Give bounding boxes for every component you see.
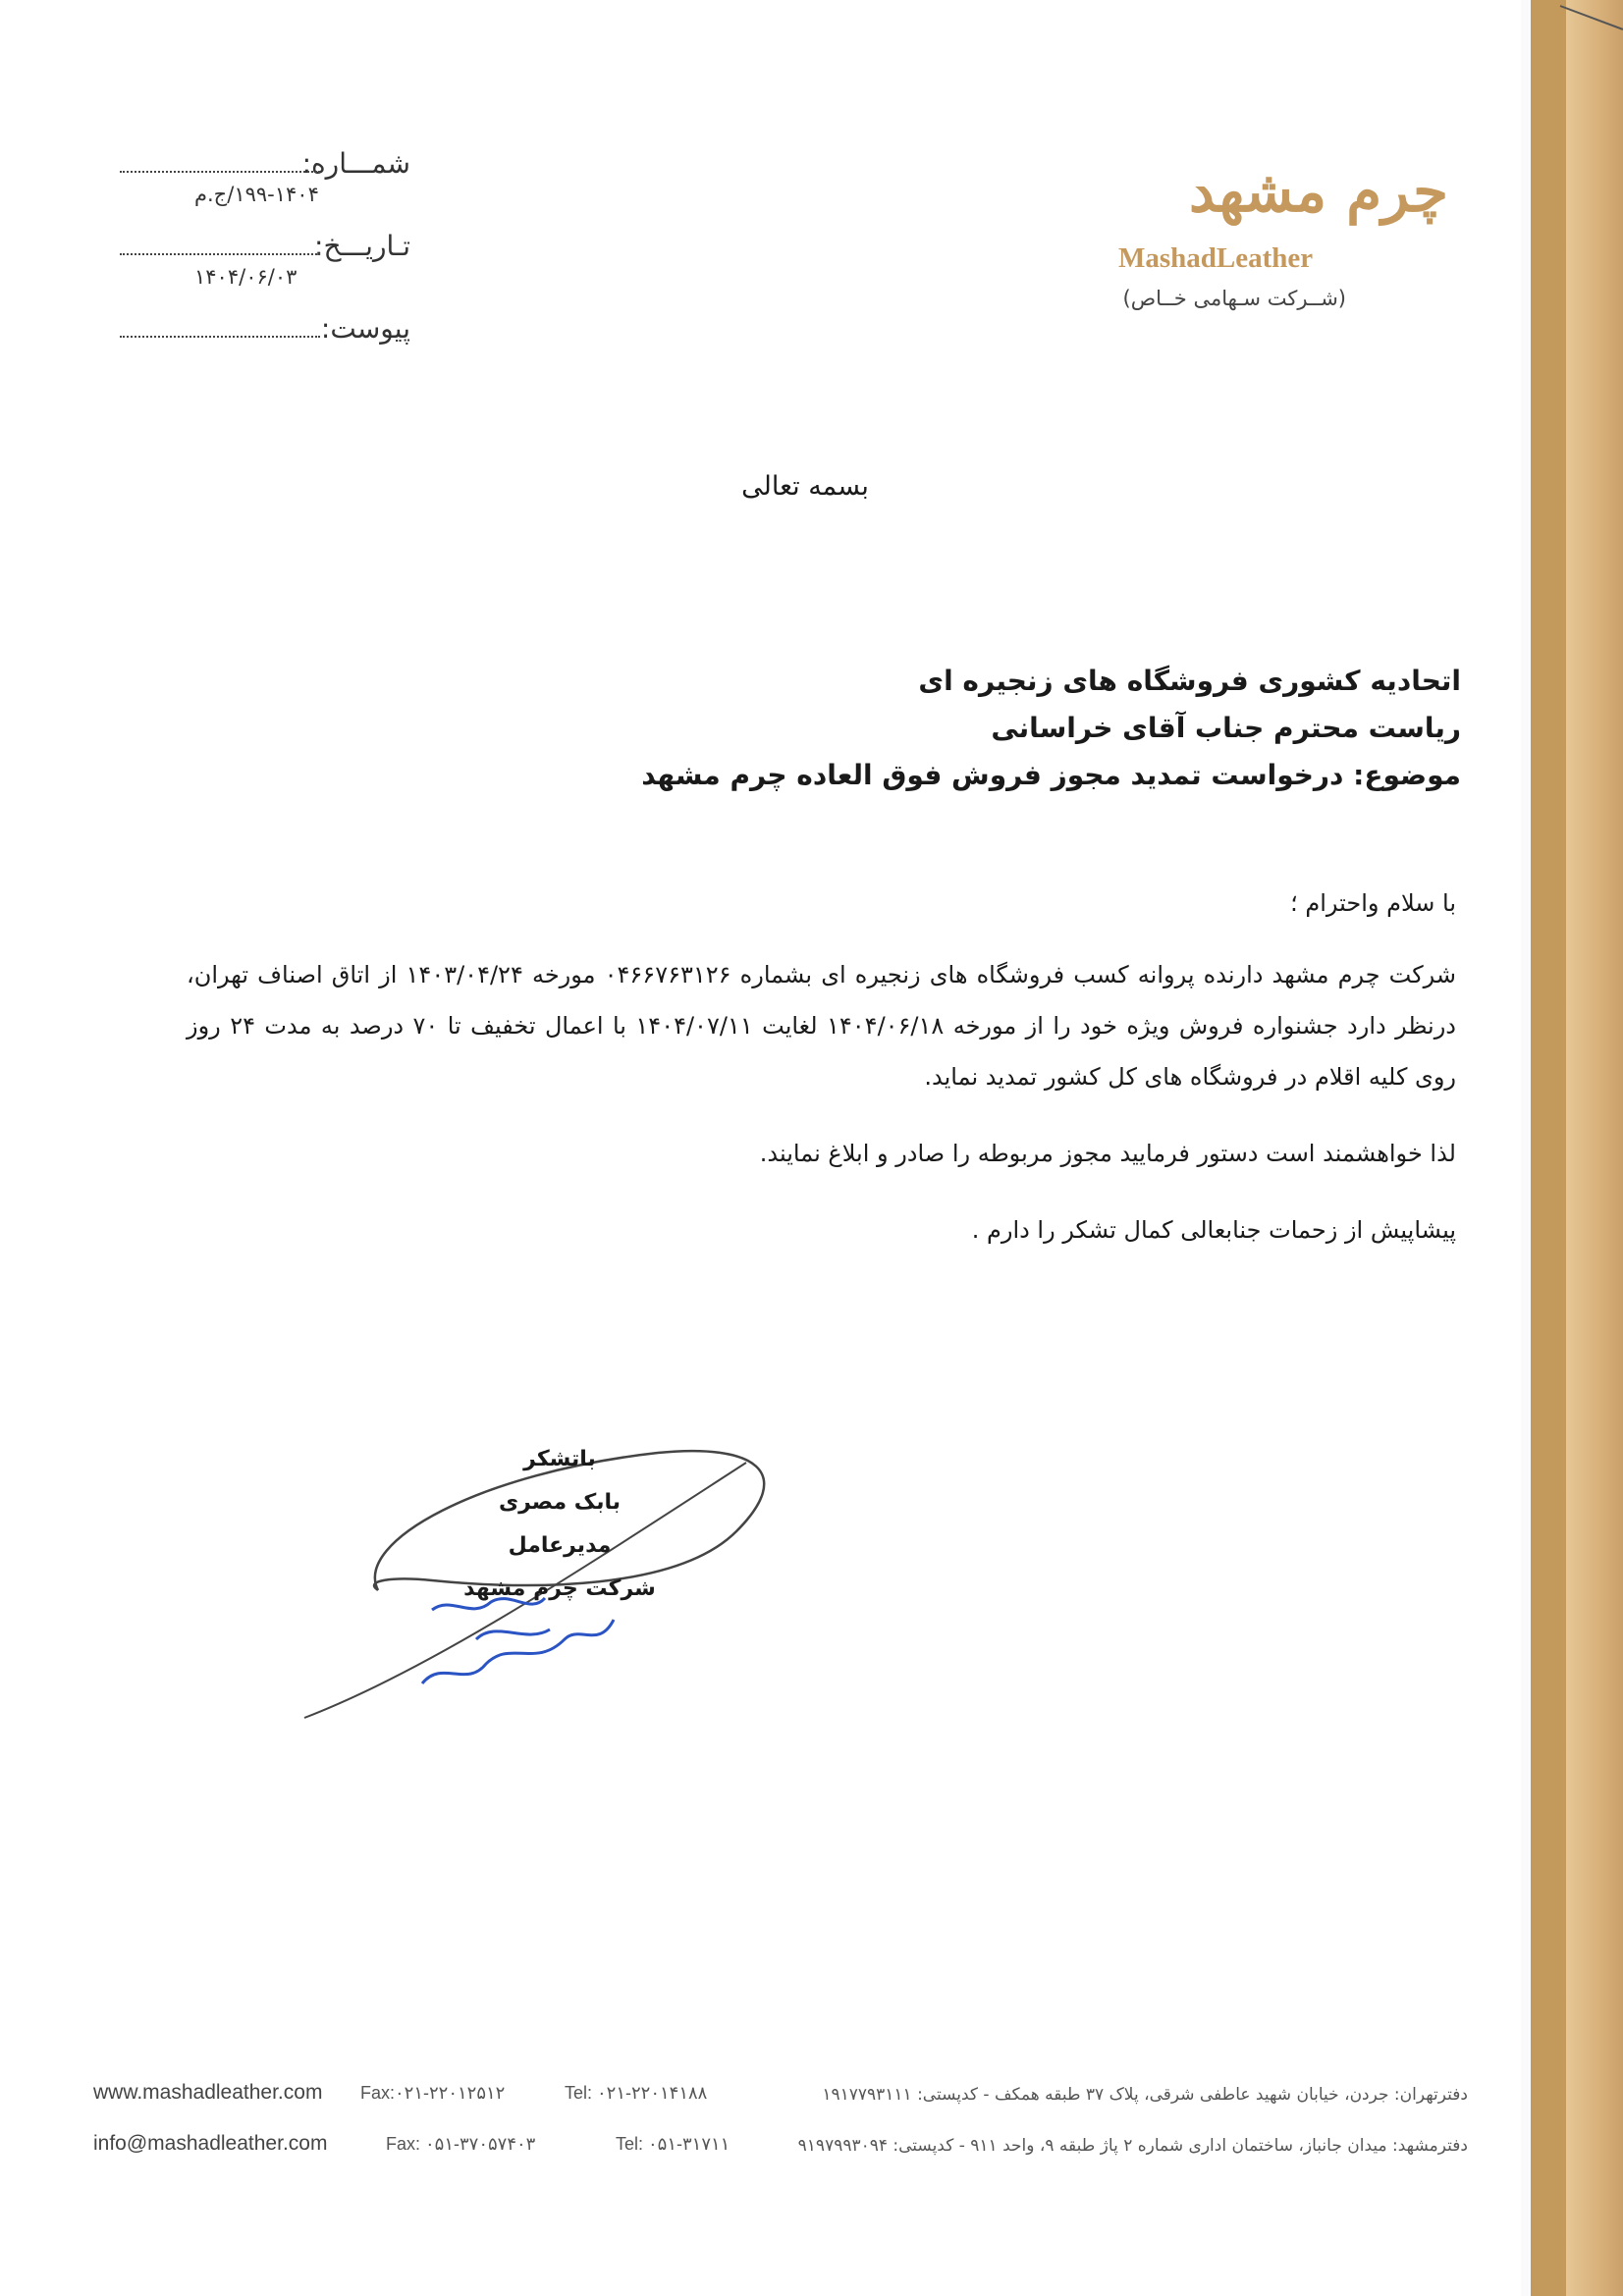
addressee-organization: اتحادیه کشوری فروشگاه های زنجیره ای — [918, 665, 1461, 697]
signature-company: شرکت چرم مشهد — [463, 1576, 656, 1601]
logo-mark: چرم مشهد — [1189, 158, 1448, 225]
footer-tehran-fax: Fax:۰۲۱-۲۲۰۱۲۵۱۲ — [360, 2083, 506, 2103]
footer-tehran-tel: Tel: ۰۲۱-۲۲۰۱۴۱۸۸ — [565, 2083, 708, 2103]
reference-number-row — [116, 147, 410, 230]
footer-mashhad-address: دفترمشهد: میدان جانباز، ساختمان اداری شماره ۲ پاژ طبقه ۹، واحد ۹۱۱ - کدپستی: ۹۱۹۷۹۹۳۰۹۴ — [797, 2136, 1468, 2156]
letter-subject: موضوع: درخواست تمدید مجوز فروش فوق العاده چرم مشهد — [641, 759, 1461, 791]
reference-number-value: ۱۹۹-۱۴۰۴/ج.م — [194, 183, 319, 206]
reference-number-label: شمـــاره: — [301, 147, 410, 180]
reference-date-dots — [120, 253, 320, 255]
gold-side-strip — [1521, 0, 1623, 2296]
reference-number-dots — [120, 171, 320, 173]
addressee-person: ریاست محترم جناب آقای خراسانی — [991, 712, 1461, 744]
signature-closing: باتشکر — [523, 1447, 596, 1471]
basmala: بسمه تعالی — [741, 471, 869, 502]
letter-body — [187, 879, 1456, 1255]
body-paragraph-main: شرکت چرم مشهد دارنده پروانه کسب فروشگاه های زنجیره ای بشماره ۰۴۶۶۷۶۳۱۲۶ مورخه ۱۴۰۳/۰۴/۲۴ از اتاق اصناف تهران، درنظر دارد جشنواره فروش ویژه خود را از مورخه ۱۴۰۴/۰۶/۱۸ لغایت ۱۴۰۴/۰۷/۱۱ با اعمال تخفیف تا ۷۰ درصد به مدت ۲۴ روز روی کلیه اقلام در فروشگاه های کل کشور تمدید نماید. — [187, 961, 1457, 1091]
footer-tehran-address: دفترتهران: جردن، خیابان شهید عاطفی شرقی، پلاک ۳۷ طبقه همکف - کدپستی: ۱۹۱۷۷۹۳۱۱۱ — [822, 2085, 1468, 2105]
reference-attachment-label: پیوست: — [320, 312, 410, 345]
footer-mashhad-fax: Fax: ۰۵۱-۳۷۰۵۷۴۰۳ — [386, 2134, 536, 2154]
footer-mashhad-row — [93, 2132, 1468, 2171]
reference-date-row — [116, 230, 410, 312]
corner-fold-line — [1521, 0, 1623, 39]
addressee-block — [381, 658, 1461, 799]
body-paragraph-thanks: پیشاپیش از زحمات جنابعالی کمال تشکر را دارم . — [971, 1216, 1456, 1244]
reference-attachment-row — [116, 312, 410, 395]
reference-block — [116, 147, 410, 395]
reference-date-value: ۱۴۰۴/۰۶/۰۳ — [194, 265, 298, 289]
body-paragraph-request: لذا خواهشمند است دستور فرمایید مجوز مربوطه را صادر و ابلاغ نمایند. — [759, 1140, 1456, 1167]
signature-block — [432, 1438, 687, 1611]
logo-subtitle: (شــرکت سـهامی خــاص) — [1122, 287, 1346, 310]
footer-email[interactable]: info@mashadleather.com — [93, 2132, 328, 2155]
signature-name: بابک مصری — [498, 1490, 622, 1515]
footer-mashhad-tel: Tel: ۰۵۱-۳۱۷۱۱ — [616, 2134, 730, 2154]
footer-website[interactable]: www.mashadleather.com — [93, 2081, 323, 2104]
footer-tehran-row — [93, 2081, 1468, 2120]
reference-date-label: تـاریـــخ: — [314, 230, 410, 262]
salutation: با سلام واحترام ؛ — [1290, 889, 1456, 917]
logo-english-name: MashadLeather — [1118, 242, 1314, 274]
reference-attachment-dots — [120, 336, 320, 338]
signature-title: مدیرعامل — [508, 1533, 612, 1558]
company-logo — [1114, 152, 1458, 319]
